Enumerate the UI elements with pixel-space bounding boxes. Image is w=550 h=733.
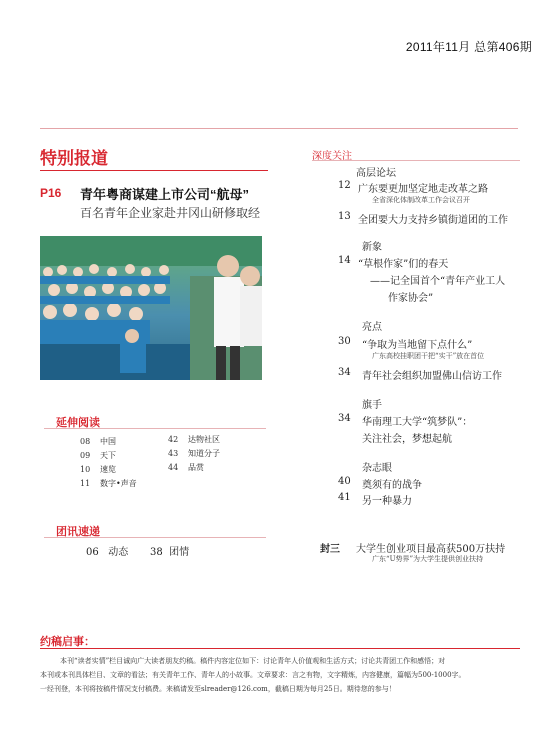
league-news-item[interactable] (86, 543, 128, 558)
toc-entry-title[interactable]: 全团要大力支持乡镇街道团的工作 (358, 215, 508, 226)
inside-back-cover-title[interactable]: 大学生创业项目最高获500万扶持 (356, 544, 506, 555)
toc-entry-subtitle: 全省深化体制改革工作会议召开 (372, 196, 470, 204)
toc-page-number: 14 (338, 255, 351, 266)
item-label: 达物社区 (188, 435, 220, 444)
toc-entry-title[interactable]: 华南理工大学“筑梦队”： (362, 417, 473, 428)
further-reading-item[interactable] (168, 448, 220, 459)
item-number: 08 (80, 437, 91, 446)
in-depth-divider (312, 160, 520, 161)
item-number: 06 (86, 547, 99, 558)
feature-photo (40, 236, 262, 380)
item-number: 38 (150, 547, 163, 558)
toc-page-number: 30 (338, 336, 351, 347)
feature-subtitle: 百名青年企业家赴井冈山研修取经 (80, 206, 261, 220)
further-reading-title: 延伸阅读 (56, 417, 100, 429)
item-number: 44 (168, 463, 179, 472)
section-title-in-depth: 深度关注 (312, 151, 352, 162)
further-reading-divider (44, 428, 266, 429)
item-label: 团情 (169, 547, 190, 558)
notice-line: 本刊或本刊具体栏目、文章的看法；有关青年工作、青年人的小故事。文章要求：言之有物，文字精炼，内容健康，篇幅为500-1000字。 (40, 671, 466, 679)
toc-page-number: 41 (338, 492, 351, 503)
toc-entry-title-continued: 作家协会” (388, 293, 434, 304)
item-label: 速览 (100, 465, 116, 474)
subsection-title: 旗手 (362, 400, 382, 411)
toc-entry-title[interactable]: 青年社会组织加盟佛山信访工作 (362, 371, 502, 382)
subsection-title: 高层论坛 (356, 168, 396, 179)
notice-line: 本刊“读者实情”栏目诚向广大读者朋友约稿。稿件内容定位如下：讨论青年人价值观和生活方式；讨论共青团工作和感悟；对 (60, 657, 446, 665)
call-for-submissions-title: 约稿启事： (40, 636, 95, 648)
item-label: 品赏 (188, 463, 204, 472)
toc-entry-title[interactable]: “争取为当地留下点什么” (362, 340, 473, 351)
notice-line: 一经刊登，本刊将按稿件情况支付稿费。来稿请发至slreader@126.com，截稿日期为每月25日。期待您的参与！ (40, 685, 396, 693)
toc-entry-title[interactable]: 广东要更加坚定地走改革之路 (358, 184, 488, 195)
item-number: 43 (168, 449, 179, 458)
feature-title[interactable]: 青年粤商谋建上市公司“航母” (80, 187, 250, 202)
issue-date: 2011年11月 总第406期 (405, 40, 532, 54)
item-number: 11 (80, 479, 91, 488)
item-label: 知道分子 (188, 449, 220, 458)
further-reading-item[interactable] (80, 436, 116, 447)
toc-page-number: 40 (338, 476, 351, 487)
subsection-title: 杂志眼 (362, 463, 392, 474)
toc-page-number: 34 (338, 413, 351, 424)
further-reading-item[interactable] (80, 478, 137, 489)
item-label: 天下 (100, 451, 116, 460)
call-for-submissions-body (40, 654, 520, 696)
subsection-title: 亮点 (362, 322, 382, 333)
section-title-underline (40, 170, 268, 171)
toc-page-number: 34 (338, 367, 351, 378)
photo-illustration (40, 236, 262, 380)
league-news-item[interactable] (150, 543, 189, 558)
toc-entry-title[interactable]: 奠须有的战争 (362, 480, 422, 491)
toc-entry-title-continued: 关注社会，梦想起航 (362, 434, 452, 445)
further-reading-item[interactable] (80, 464, 116, 475)
subsection-title: 新象 (362, 242, 382, 253)
feature-page-number: P16 (40, 186, 62, 200)
league-news-title: 团讯速递 (56, 526, 100, 538)
item-number: 09 (80, 451, 91, 460)
toc-entry-title[interactable]: “草根作家”们的春天 (358, 259, 449, 270)
inside-back-cover-subtitle: 广东“U势界”为大学生提供创业扶持 (372, 555, 484, 563)
further-reading-item[interactable] (168, 434, 220, 445)
section-title-special-report: 特别报道 (40, 149, 108, 168)
league-news-divider (44, 537, 266, 538)
toc-page-number: 13 (338, 211, 351, 222)
item-label: 数字•声音 (100, 479, 137, 488)
inside-back-cover-label: 封三 (320, 544, 340, 555)
further-reading-item[interactable] (168, 462, 204, 473)
top-divider (40, 128, 518, 129)
toc-entry-title[interactable]: 另一种暴力 (362, 496, 412, 507)
toc-entry-title-continued: ——记全国首个“青年产业工人 (370, 276, 506, 287)
item-number: 42 (168, 435, 179, 444)
item-label: 中国 (100, 437, 116, 446)
item-label: 动态 (108, 547, 129, 558)
item-number: 10 (80, 465, 91, 474)
toc-page-number: 12 (338, 180, 351, 191)
toc-entry-subtitle: 广东高校挂职团干把“实干”放在首位 (372, 352, 485, 360)
further-reading-item[interactable] (80, 450, 116, 461)
